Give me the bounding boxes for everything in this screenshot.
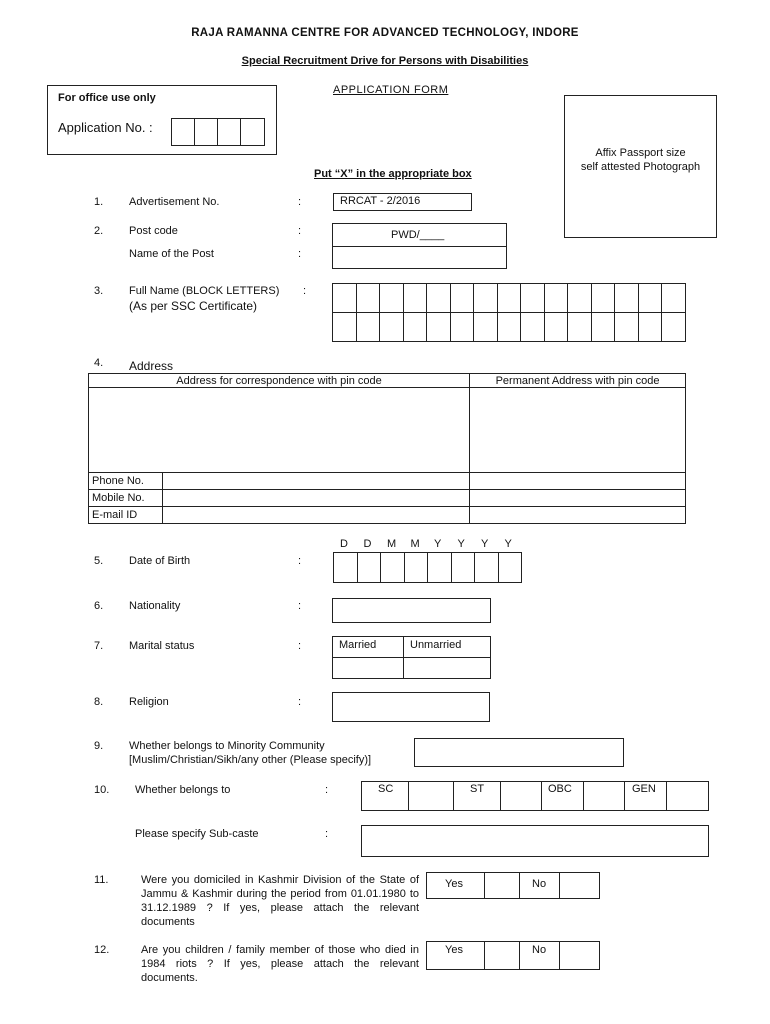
- permanent-mobile-field[interactable]: [470, 490, 686, 507]
- advertisement-no-field[interactable]: [333, 193, 472, 211]
- full-name-letter-box[interactable]: [591, 312, 616, 342]
- item-11-num: 11.: [94, 874, 109, 886]
- advertisement-label: Advertisement No.: [129, 196, 220, 208]
- full-name-letter-box[interactable]: [332, 283, 357, 313]
- application-no-label: Application No. :: [58, 120, 153, 135]
- dob-format-letter: Y: [434, 538, 442, 550]
- application-no-box-1[interactable]: [171, 118, 195, 146]
- post-code-value: PWD/____: [391, 229, 445, 241]
- item-8-num: 8.: [94, 696, 104, 708]
- obc-label-cell: [541, 781, 584, 811]
- riots-yes-label: Yes: [445, 944, 463, 956]
- full-name-letter-box[interactable]: [403, 312, 428, 342]
- dob-digit-box[interactable]: [357, 552, 382, 583]
- item-2-sub-colon: :: [298, 248, 302, 260]
- application-no-box-4[interactable]: [240, 118, 265, 146]
- office-use-box: [47, 85, 277, 155]
- correspondence-address-field[interactable]: [89, 388, 470, 473]
- item-7-num: 7.: [94, 640, 104, 652]
- married-label: Married: [339, 639, 377, 651]
- married-header: [332, 636, 404, 658]
- instruction: Put “X” in the appropriate box: [314, 168, 472, 180]
- full-name-letter-box[interactable]: [661, 283, 686, 313]
- full-name-sub-label: (As per SSC Certificate): [129, 299, 258, 313]
- item-1-colon: :: [298, 196, 302, 208]
- email-label: E-mail ID: [89, 507, 163, 524]
- post-name-label: Name of the Post: [129, 248, 214, 260]
- mobile-field[interactable]: [163, 490, 470, 507]
- full-name-letter-box[interactable]: [520, 283, 545, 313]
- gen-label-cell: [624, 781, 667, 811]
- kashmir-question: Were you domiciled in Kashmir Division of the State of Jammu & Kashmir during the period from 01.01.1980 to 31.12.1989 ? If yes, please attach the relevant documents: [141, 874, 419, 928]
- unmarried-label: Unmarried: [410, 639, 462, 651]
- gen-label: GEN: [632, 783, 656, 795]
- dob-format-letter: Y: [481, 538, 489, 550]
- full-name-letter-box[interactable]: [614, 312, 639, 342]
- full-name-letter-box[interactable]: [567, 283, 592, 313]
- unmarried-header: [403, 636, 491, 658]
- dob-digit-box[interactable]: [333, 552, 358, 583]
- email-field[interactable]: [163, 507, 470, 524]
- dob-digit-box[interactable]: [474, 552, 499, 583]
- item-3-colon: :: [303, 285, 307, 297]
- kashmir-no-checkbox[interactable]: [559, 872, 600, 899]
- st-label: ST: [470, 783, 485, 795]
- item-10-sub-colon: :: [325, 828, 329, 840]
- dob-format-letter: M: [410, 538, 420, 550]
- religion-label: Religion: [129, 696, 169, 708]
- address-table: [88, 373, 686, 524]
- item-8-colon: :: [298, 696, 302, 708]
- form-title: APPLICATION FORM: [333, 84, 449, 96]
- full-name-letter-box[interactable]: [544, 312, 569, 342]
- minority-label-line-1: Whether belongs to Minority Community: [129, 740, 325, 752]
- full-name-letter-box[interactable]: [403, 283, 428, 313]
- religion-field[interactable]: [332, 692, 490, 722]
- full-name-letter-box[interactable]: [473, 283, 498, 313]
- permanent-address-field[interactable]: [470, 388, 686, 473]
- dob-format-letter: Y: [457, 538, 465, 550]
- full-name-label: Full Name (BLOCK LETTERS): [129, 285, 280, 297]
- dob-digit-box[interactable]: [380, 552, 405, 583]
- riots-no-label-cell: [519, 941, 560, 970]
- full-name-letter-box[interactable]: [661, 312, 686, 342]
- full-name-letter-box[interactable]: [497, 312, 522, 342]
- post-code-field[interactable]: [332, 223, 507, 247]
- item-7-colon: :: [298, 640, 302, 652]
- mobile-label: Mobile No.: [89, 490, 163, 507]
- phone-field[interactable]: [163, 473, 470, 490]
- photo-line-1: Affix Passport size: [595, 147, 686, 159]
- nationality-label: Nationality: [129, 600, 181, 612]
- dob-digit-box[interactable]: [498, 552, 523, 583]
- dob-digit-box[interactable]: [451, 552, 476, 583]
- dob-format-letter: Y: [504, 538, 512, 550]
- kashmir-yes-checkbox[interactable]: [484, 872, 520, 899]
- photo-box[interactable]: [564, 95, 717, 238]
- post-code-label: Post code: [129, 225, 178, 237]
- dob-format-letter: D: [340, 538, 348, 550]
- item-2-colon: :: [298, 225, 302, 237]
- full-name-letter-box[interactable]: [356, 283, 381, 313]
- item-10-colon: :: [325, 784, 329, 796]
- full-name-letter-box[interactable]: [379, 283, 404, 313]
- org-title: RAJA RAMANNA CENTRE FOR ADVANCED TECHNOLOGY, INDORE: [191, 27, 579, 39]
- minority-label-line-2: [Muslim/Christian/Sikh/any other (Please specify)]: [129, 754, 372, 766]
- obc-label: OBC: [548, 783, 572, 795]
- item-5-num: 5.: [94, 555, 104, 567]
- riots-question: Are you children / family member of those who died in 1984 riots ? If yes, please attach the relevant documents.: [141, 944, 419, 984]
- category-label: Whether belongs to: [135, 784, 231, 796]
- dob-digit-box[interactable]: [427, 552, 452, 583]
- full-name-letter-box[interactable]: [332, 312, 357, 342]
- full-name-letter-box[interactable]: [379, 312, 404, 342]
- full-name-letter-box[interactable]: [520, 312, 545, 342]
- full-name-letter-box[interactable]: [638, 312, 663, 342]
- dob-format-letter: D: [363, 538, 372, 550]
- full-name-letter-box[interactable]: [356, 312, 381, 342]
- riots-no-label: No: [532, 944, 547, 956]
- unmarried-checkbox[interactable]: [403, 657, 491, 679]
- permanent-address-header: Permanent Address with pin code: [470, 374, 686, 388]
- full-name-letter-box[interactable]: [450, 283, 475, 313]
- item-3-num: 3.: [94, 285, 104, 297]
- full-name-letter-box[interactable]: [497, 283, 522, 313]
- dob-format-letter: M: [387, 538, 397, 550]
- full-name-letter-box[interactable]: [426, 283, 451, 313]
- full-name-letter-box[interactable]: [614, 283, 639, 313]
- sc-checkbox[interactable]: [408, 781, 454, 811]
- nationality-field[interactable]: [332, 598, 491, 623]
- recruitment-drive-text: Special Recruitment Drive for Persons with Disabilities: [241, 55, 529, 67]
- sc-label-cell: [361, 781, 409, 811]
- address-label: Address: [129, 359, 174, 373]
- item-10-num: 10.: [94, 784, 110, 796]
- permanent-email-field[interactable]: [470, 507, 686, 524]
- item-2-num: 2.: [94, 225, 104, 237]
- item-6-colon: :: [298, 600, 302, 612]
- married-checkbox[interactable]: [332, 657, 404, 679]
- marital-status-label: Marital status: [129, 640, 195, 652]
- permanent-phone-field[interactable]: [470, 473, 686, 490]
- item-1-num: 1.: [94, 196, 104, 208]
- item-4-num: 4.: [94, 357, 104, 369]
- item-12-num: 12.: [94, 944, 110, 956]
- kashmir-no-label: No: [532, 878, 547, 890]
- photo-line-2: self attested Photograph: [580, 161, 701, 173]
- full-name-letter-box[interactable]: [450, 312, 475, 342]
- recruitment-drive-title: [0, 55, 770, 67]
- full-name-letter-box[interactable]: [567, 312, 592, 342]
- correspondence-address-header: Address for correspondence with pin code: [89, 374, 470, 388]
- gen-checkbox[interactable]: [666, 781, 709, 811]
- st-label-cell: [453, 781, 501, 811]
- sub-caste-field[interactable]: [361, 825, 709, 857]
- office-use-label: For office use only: [58, 92, 156, 104]
- item-9-num: 9.: [94, 740, 104, 752]
- full-name-letter-box[interactable]: [473, 312, 498, 342]
- kashmir-no-label-cell: [519, 872, 560, 899]
- riots-yes-label-cell: [426, 941, 485, 970]
- riots-no-checkbox[interactable]: [559, 941, 600, 970]
- minority-field[interactable]: [414, 738, 624, 767]
- full-name-letter-box[interactable]: [544, 283, 569, 313]
- kashmir-yes-label-cell: [426, 872, 485, 899]
- phone-label: Phone No.: [89, 473, 163, 490]
- sub-caste-label: Please specify Sub-caste: [135, 828, 259, 840]
- kashmir-yes-label: Yes: [445, 878, 463, 890]
- full-name-letter-box[interactable]: [638, 283, 663, 313]
- dob-label: Date of Birth: [129, 555, 191, 567]
- obc-checkbox[interactable]: [583, 781, 625, 811]
- advertisement-no-value: RRCAT - 2/2016: [340, 195, 421, 207]
- st-checkbox[interactable]: [500, 781, 542, 811]
- application-no-box-3[interactable]: [217, 118, 241, 146]
- item-6-num: 6.: [94, 600, 104, 612]
- application-no-box-2[interactable]: [194, 118, 218, 146]
- item-5-colon: :: [298, 555, 302, 567]
- dob-digit-box[interactable]: [404, 552, 429, 583]
- riots-yes-checkbox[interactable]: [484, 941, 520, 970]
- full-name-letter-box[interactable]: [426, 312, 451, 342]
- post-name-field[interactable]: [332, 246, 507, 269]
- full-name-letter-box[interactable]: [591, 283, 616, 313]
- sc-label: SC: [378, 783, 394, 795]
